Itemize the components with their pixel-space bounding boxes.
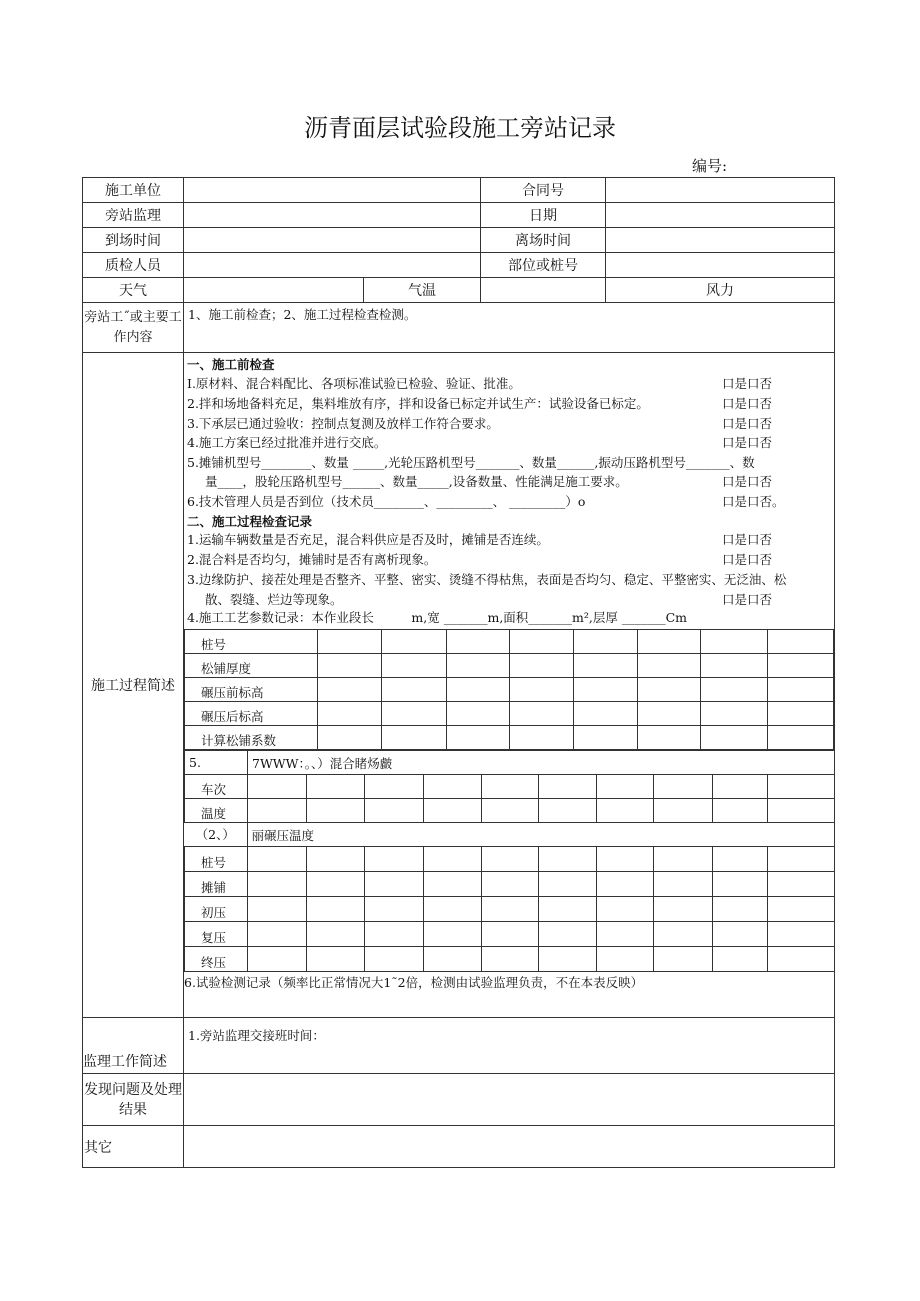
inspector-field[interactable] xyxy=(184,253,481,278)
data-cell[interactable] xyxy=(447,678,510,702)
data-cell[interactable] xyxy=(768,847,835,872)
number-label: 编号: xyxy=(692,157,728,175)
data-cell[interactable] xyxy=(248,872,307,897)
data-cell[interactable] xyxy=(424,947,482,972)
item5-2-header xyxy=(184,822,835,847)
data-cell[interactable] xyxy=(768,922,835,947)
data-cell[interactable] xyxy=(365,872,424,897)
check-item-text: 3.边缘防护、接茬处理是否整齐、平整、密实、烫缝不得枯焦，表面是否均匀、稳定、平整密实、无泛油、松 xyxy=(187,572,787,587)
label-wind: 风力 xyxy=(606,278,835,303)
data-cell[interactable] xyxy=(307,775,365,799)
data-cell[interactable] xyxy=(447,630,510,654)
data-cell[interactable] xyxy=(654,775,713,799)
data-cell[interactable] xyxy=(365,775,424,799)
temp-table xyxy=(184,774,835,823)
data-cell[interactable] xyxy=(768,775,835,799)
date-field[interactable] xyxy=(606,203,835,228)
item5-2-title: 丽碾压温度 xyxy=(247,823,834,847)
data-cell[interactable] xyxy=(574,678,638,702)
label-process: 施工过程简述 xyxy=(83,353,184,1018)
data-cell[interactable] xyxy=(365,922,424,947)
page-title: 沥青面层试验段施工旁站记录 xyxy=(304,114,616,142)
check-item-text: 2.混合料是否均匀，摊铺时是否有离析现象。 xyxy=(187,552,437,567)
yes-no-checkbox[interactable]: 口是口否。 xyxy=(722,494,785,509)
yes-no-checkbox[interactable]: 口是口否 xyxy=(722,552,773,567)
yes-no-checkbox[interactable]: 口是口否 xyxy=(722,474,773,489)
data-cell[interactable] xyxy=(482,775,539,799)
row-label: 松铺厚度 xyxy=(185,654,318,678)
data-cell[interactable] xyxy=(713,922,768,947)
data-cell[interactable] xyxy=(482,897,539,922)
work-content-text: 1、施工前检查；2、施工过程检查检测。 xyxy=(184,303,835,353)
label-arrival-time: 到场时间 xyxy=(83,228,184,253)
data-cell[interactable] xyxy=(248,847,307,872)
param-table xyxy=(184,629,834,750)
data-cell[interactable] xyxy=(382,654,447,678)
label-temperature: 气温 xyxy=(364,278,481,303)
row-label: 终压 xyxy=(185,947,248,972)
check-item-text: 6.技术管理人员是否到位（技术员________、_________、 _________）o xyxy=(187,494,586,509)
label-supervision: 监理工作简述 xyxy=(83,1018,184,1074)
label-date: 日期 xyxy=(481,203,606,228)
check-item-text: I.原材料、混合料配比、各项标准试验已检验、验证、批准。 xyxy=(187,376,521,391)
data-cell[interactable] xyxy=(318,726,382,750)
data-cell[interactable] xyxy=(539,922,597,947)
data-cell[interactable] xyxy=(701,630,768,654)
data-cell[interactable] xyxy=(654,947,713,972)
label-supervisor: 旁站监理 xyxy=(83,203,184,228)
row-label: 复压 xyxy=(185,922,248,947)
data-cell[interactable] xyxy=(713,872,768,897)
item5-no: 5. xyxy=(185,751,248,775)
data-cell[interactable] xyxy=(307,872,365,897)
data-cell[interactable] xyxy=(654,872,713,897)
row-label: 车次 xyxy=(185,775,248,799)
data-cell[interactable] xyxy=(424,897,482,922)
check-item-text: 4.施工工艺参数记录：本作业段长 m,宽 _______m,面积_______m²,层厚 _______Cm xyxy=(187,610,688,625)
data-cell[interactable] xyxy=(447,726,510,750)
supervisor-field[interactable] xyxy=(184,203,481,228)
label-weather: 天气 xyxy=(83,278,184,303)
data-cell[interactable] xyxy=(510,630,574,654)
row-label: 桩号 xyxy=(185,847,248,872)
data-cell[interactable] xyxy=(768,630,834,654)
data-cell[interactable] xyxy=(713,847,768,872)
data-cell[interactable] xyxy=(307,897,365,922)
arrival-time-field[interactable] xyxy=(184,228,481,253)
data-cell[interactable] xyxy=(713,799,768,823)
data-cell[interactable] xyxy=(248,922,307,947)
data-cell[interactable] xyxy=(768,872,835,897)
row-label: 计算松铺系数 xyxy=(185,726,318,750)
data-cell[interactable] xyxy=(768,678,834,702)
data-cell[interactable] xyxy=(424,847,482,872)
label-issues: 发现问题及处理结果 xyxy=(83,1074,184,1126)
yes-no-checkbox[interactable]: 口是口否 xyxy=(722,396,773,411)
data-cell[interactable] xyxy=(318,678,382,702)
data-cell[interactable] xyxy=(365,799,424,823)
yes-no-checkbox[interactable]: 口是口否 xyxy=(722,416,773,431)
data-cell[interactable] xyxy=(574,726,638,750)
row-label: 摊铺 xyxy=(185,872,248,897)
data-cell[interactable] xyxy=(248,775,307,799)
label-departure-time: 离场时间 xyxy=(481,228,606,253)
data-cell[interactable] xyxy=(482,847,539,872)
data-cell[interactable] xyxy=(597,947,654,972)
check-item-text: 1.运输车辆数量是否充足，混合料供应是否及时，摊铺是否连续。 xyxy=(187,532,549,547)
data-cell[interactable] xyxy=(510,702,574,726)
data-cell[interactable] xyxy=(597,799,654,823)
supervision-text: 1.旁站监理交接班时间： xyxy=(184,1018,835,1074)
item5-title: 7WWW：。、）混合睹炀皻 xyxy=(248,751,835,775)
data-cell[interactable] xyxy=(382,630,447,654)
data-cell[interactable] xyxy=(365,847,424,872)
data-cell[interactable] xyxy=(307,922,365,947)
construction-unit-field[interactable] xyxy=(184,178,481,203)
data-cell[interactable] xyxy=(510,654,574,678)
check-item-text: 量____，股轮压路机型号______、数量_____,设备数量、性能满足施工要求。 xyxy=(205,474,628,489)
data-cell[interactable] xyxy=(510,726,574,750)
data-cell[interactable] xyxy=(424,922,482,947)
data-cell[interactable] xyxy=(382,678,447,702)
sec2-title: 二、施工过程检查记录 xyxy=(187,514,313,529)
label-inspector: 质检人员 xyxy=(83,253,184,278)
yes-no-checkbox[interactable]: 口是口否 xyxy=(722,532,773,547)
item5-2-no: （2、） xyxy=(184,823,247,847)
data-cell[interactable] xyxy=(510,678,574,702)
data-cell[interactable] xyxy=(539,872,597,897)
check-item-text: 5.摊铺机型号________、数量 _____,光轮压路机型号_______、数量______,振动压路机型号_______、数 xyxy=(187,455,755,470)
data-cell[interactable] xyxy=(539,947,597,972)
issues-field[interactable] xyxy=(184,1074,835,1126)
data-cell[interactable] xyxy=(638,702,701,726)
row-label: 温度 xyxy=(185,799,248,823)
data-cell[interactable] xyxy=(424,799,482,823)
data-cell[interactable] xyxy=(701,702,768,726)
data-cell[interactable] xyxy=(768,897,835,922)
data-cell[interactable] xyxy=(248,799,307,823)
contract-no-field[interactable] xyxy=(606,178,835,203)
data-cell[interactable] xyxy=(482,799,539,823)
data-cell[interactable] xyxy=(701,726,768,750)
data-cell[interactable] xyxy=(597,847,654,872)
data-cell[interactable] xyxy=(539,897,597,922)
data-cell[interactable] xyxy=(654,799,713,823)
data-cell[interactable] xyxy=(318,630,382,654)
yes-no-checkbox[interactable]: 口是口否 xyxy=(722,435,773,450)
data-cell[interactable] xyxy=(701,654,768,678)
data-cell[interactable] xyxy=(654,897,713,922)
check-item-text: 3.下承层已通过验收：控制点复测及放样工作符合要求。 xyxy=(187,416,499,431)
data-cell[interactable] xyxy=(574,702,638,726)
data-cell[interactable] xyxy=(307,847,365,872)
data-cell[interactable] xyxy=(482,922,539,947)
data-cell[interactable] xyxy=(768,726,834,750)
data-cell[interactable] xyxy=(768,947,835,972)
sec1-title: 一、施工前检查 xyxy=(187,357,275,372)
data-cell[interactable] xyxy=(482,872,539,897)
data-cell[interactable] xyxy=(318,702,382,726)
row-label: 初压 xyxy=(185,897,248,922)
data-cell[interactable] xyxy=(424,775,482,799)
data-cell[interactable] xyxy=(713,897,768,922)
roll-table xyxy=(184,846,835,972)
data-cell[interactable] xyxy=(424,872,482,897)
data-cell[interactable] xyxy=(539,799,597,823)
row-label: 碾压前标高 xyxy=(185,678,318,702)
row-label: 碾压后标高 xyxy=(185,702,318,726)
data-cell[interactable] xyxy=(638,726,701,750)
data-cell[interactable] xyxy=(447,654,510,678)
data-cell[interactable] xyxy=(768,654,834,678)
data-cell[interactable] xyxy=(318,654,382,678)
yes-no-checkbox[interactable]: 口是口否 xyxy=(722,376,773,391)
data-cell[interactable] xyxy=(307,799,365,823)
data-cell[interactable] xyxy=(382,726,447,750)
data-cell[interactable] xyxy=(482,947,539,972)
data-cell[interactable] xyxy=(701,678,768,702)
label-other: 其它 xyxy=(83,1126,184,1168)
data-cell[interactable] xyxy=(365,947,424,972)
data-cell[interactable] xyxy=(768,702,834,726)
data-cell[interactable] xyxy=(539,775,597,799)
row-label: 桩号 xyxy=(185,630,318,654)
weather-field[interactable] xyxy=(184,278,364,303)
check-item-text: 2.拌和场地备料充足，集料堆放有序，拌和设备已标定并试生产：试验设备已标定。 xyxy=(187,396,649,411)
label-contract-no: 合同号 xyxy=(481,178,606,203)
label-work-content: 旁站工˝或主要工作内容 xyxy=(83,303,184,353)
item5-header xyxy=(184,750,835,775)
data-cell[interactable] xyxy=(365,897,424,922)
data-cell[interactable] xyxy=(654,847,713,872)
data-cell[interactable] xyxy=(597,872,654,897)
label-location: 部位或桩号 xyxy=(481,253,606,278)
other-field[interactable] xyxy=(184,1126,835,1168)
data-cell[interactable] xyxy=(539,847,597,872)
item6-text: 6.试验检测记录（频率比正常情况大1˜2倍，检测由试验监理负责，不在本表反映） xyxy=(184,975,644,990)
data-cell[interactable] xyxy=(574,630,638,654)
location-field[interactable] xyxy=(606,253,835,278)
data-cell[interactable] xyxy=(574,654,638,678)
check-item-text: 4.施工方案已经过批准并进行交底。 xyxy=(187,435,387,450)
departure-time-field[interactable] xyxy=(606,228,835,253)
data-cell[interactable] xyxy=(597,897,654,922)
data-cell[interactable] xyxy=(713,775,768,799)
data-cell[interactable] xyxy=(248,947,307,972)
check-item-text: 散、裂缝、烂边等现象。 xyxy=(205,592,343,607)
data-cell[interactable] xyxy=(447,702,510,726)
data-cell[interactable] xyxy=(654,922,713,947)
label-construction-unit: 施工单位 xyxy=(83,178,184,203)
data-cell[interactable] xyxy=(638,630,701,654)
data-cell[interactable] xyxy=(248,897,307,922)
data-cell[interactable] xyxy=(382,702,447,726)
yes-no-checkbox[interactable]: 口是口否 xyxy=(722,592,773,607)
data-cell[interactable] xyxy=(638,654,701,678)
data-cell[interactable] xyxy=(713,947,768,972)
data-cell[interactable] xyxy=(307,947,365,972)
temperature-field[interactable] xyxy=(481,278,606,303)
data-cell[interactable] xyxy=(768,799,835,823)
data-cell[interactable] xyxy=(597,775,654,799)
data-cell[interactable] xyxy=(597,922,654,947)
data-cell[interactable] xyxy=(638,678,701,702)
